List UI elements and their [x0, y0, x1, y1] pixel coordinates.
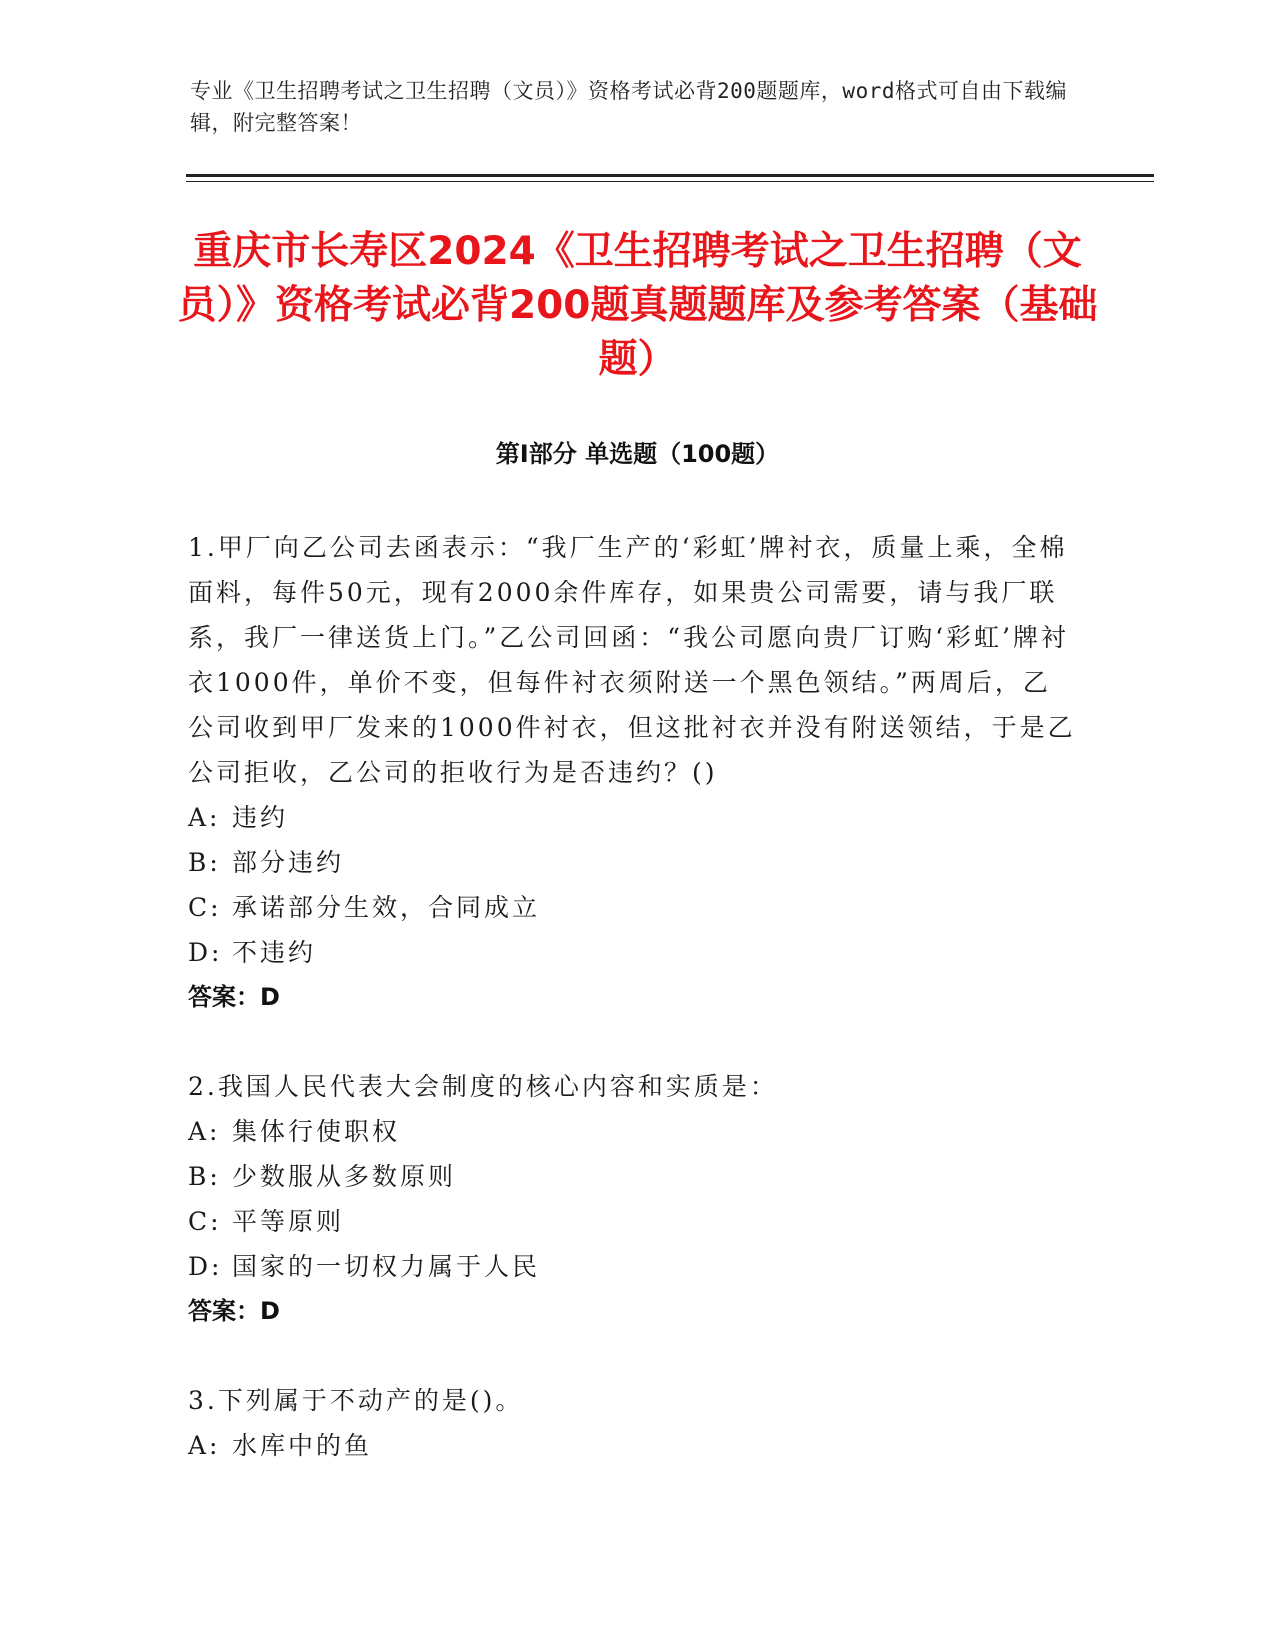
question-2: [188, 1064, 1078, 1334]
option-key: D:: [188, 938, 223, 967]
option-key: A:: [188, 1117, 221, 1146]
option-a: [188, 795, 1078, 840]
option-a: [188, 1109, 1078, 1154]
question-3: [188, 1378, 1078, 1468]
header-divider-thick: [186, 174, 1154, 177]
question-stem: 3.下列属于不动产的是()。: [188, 1386, 524, 1415]
option-key: B:: [188, 1162, 221, 1191]
option-b: [188, 1154, 1078, 1199]
option-d: [188, 1244, 1078, 1289]
section-heading: 第I部分 单选题（100题）: [495, 440, 780, 468]
option-text: 平等原则: [232, 1207, 345, 1236]
option-c: [188, 885, 1078, 930]
option-key: C:: [188, 1207, 222, 1236]
option-c: [188, 1199, 1078, 1244]
question-stem: 1.甲厂向乙公司去函表示：“我厂生产的‘彩虹’牌衬衣，质量上乘，全棉面料，每件50元，现有2000余件库存，如果贵公司需要，请与我厂联系，我厂一律送货上门。”乙公司回函：“我公司愿向贵厂订购‘彩虹’牌衬衣1000件，单价不变，但每件衬衣须附送一个黑色领结。”两周后，乙公司收到甲厂发来的1000件衬衣，但这批衬衣并没有附送领结，于是乙公司拒收，乙公司的拒收行为是否违约？(): [188, 533, 1076, 787]
option-text: 水库中的鱼: [232, 1431, 373, 1460]
header-divider-thin: [186, 181, 1154, 182]
option-text: 不违约: [232, 938, 317, 967]
question-list: [188, 525, 1078, 1512]
option-d: [188, 930, 1078, 975]
answer-line: 答案：D: [188, 983, 280, 1011]
option-key: A:: [188, 1431, 221, 1460]
document-title: 重庆市长寿区2024《卫生招聘考试之卫生招聘（文员）》资格考试必背200题真题题库及参考答案（基础题）: [177, 229, 1098, 382]
question-stem: 2.我国人民代表大会制度的核心内容和实质是：: [188, 1072, 778, 1101]
option-b: [188, 840, 1078, 885]
option-text: 违约: [232, 803, 289, 832]
option-text: 少数服从多数原则: [232, 1162, 457, 1191]
option-key: B:: [188, 848, 221, 877]
option-a: [188, 1423, 1078, 1468]
option-text: 部分违约: [232, 848, 345, 877]
answer-line: 答案：D: [188, 1297, 280, 1325]
option-key: A:: [188, 803, 221, 832]
option-text: 国家的一切权力属于人民: [232, 1252, 541, 1281]
option-key: D:: [188, 1252, 223, 1281]
option-key: C:: [188, 893, 222, 922]
header-note: 专业《卫生招聘考试之卫生招聘（文员）》资格考试必背200题题库，word格式可自由下载编辑，附完整答案！: [190, 79, 1067, 135]
option-text: 承诺部分生效，合同成立: [232, 893, 541, 922]
question-1: [188, 525, 1078, 1020]
option-text: 集体行使职权: [232, 1117, 401, 1146]
